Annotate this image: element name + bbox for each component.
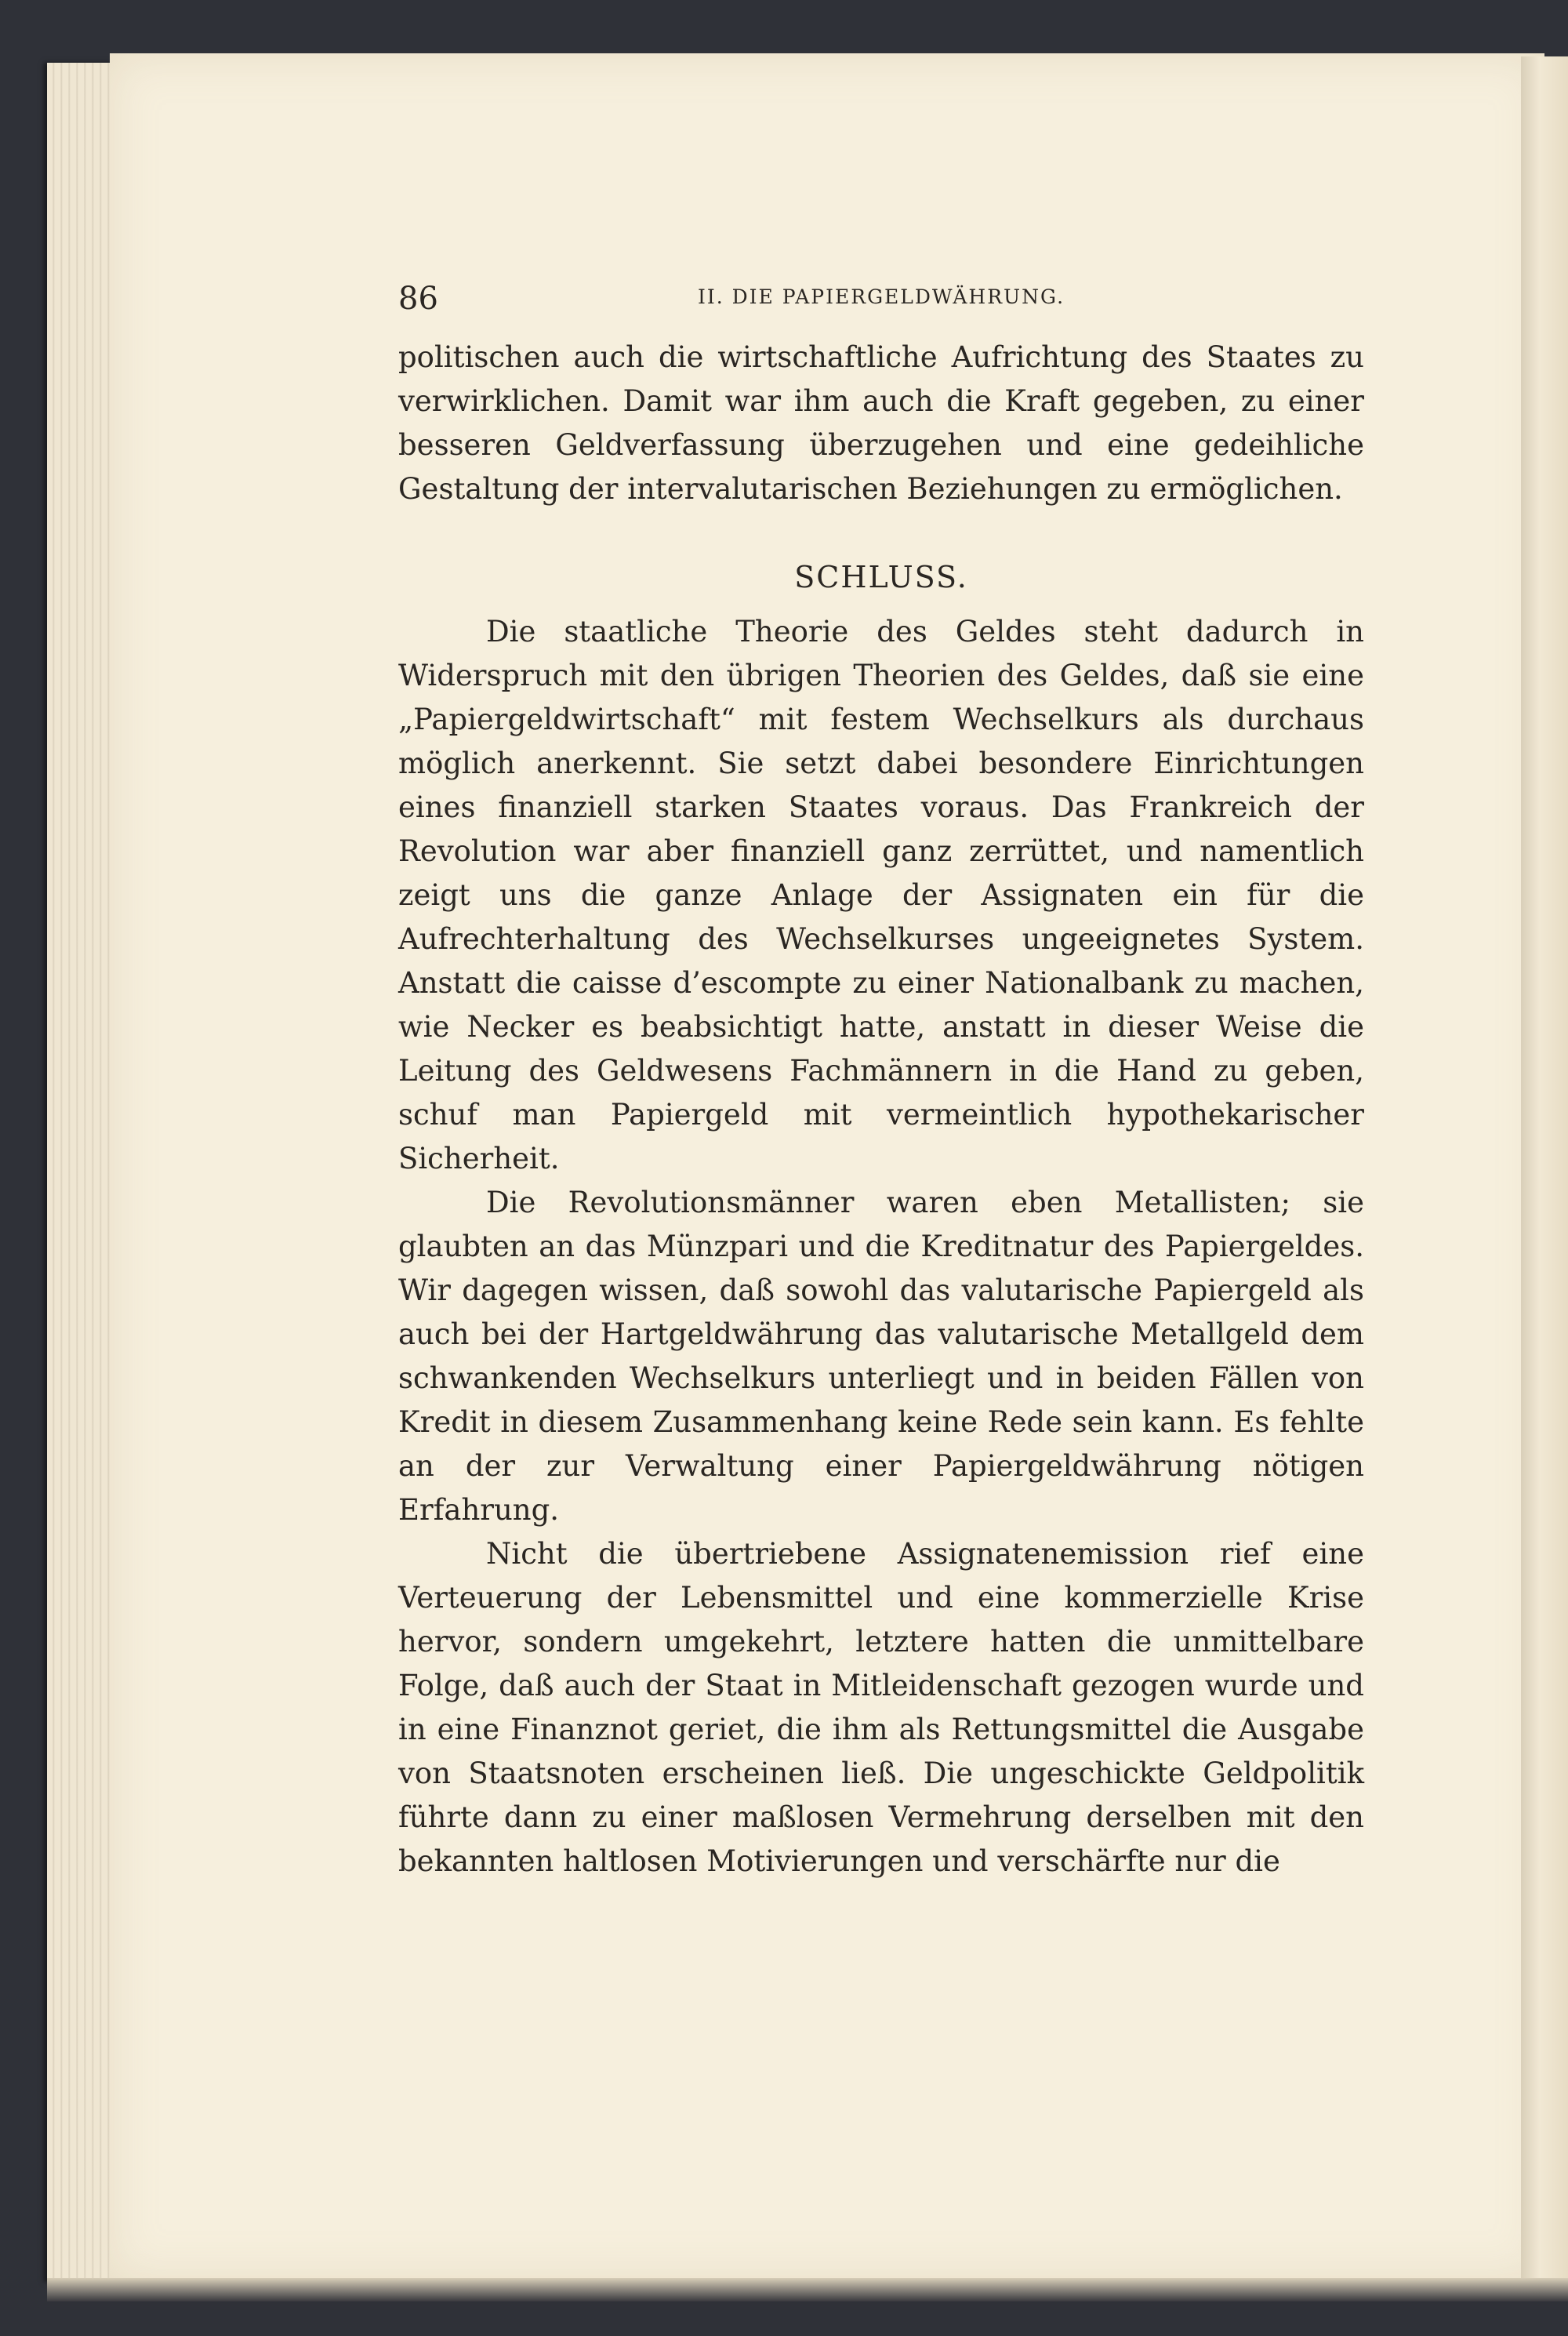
paragraph-1: Die staatliche Theorie des Geldes steht dadurch in Widerspruch mit den übrigen Theorien des Geldes, daß sie eine „Papiergeldwirtschaft“ mit festem Wechselkurs als durchaus möglich anerkennt. Sie setzt dabei besondere Einrichtungen eines finanziell starken Staates voraus. Das Frankreich der Revolution war aber finanziell ganz zerrüttet, und namentlich zeigt uns die ganze Anlage der Assignaten ein für die Aufrechterhaltung des Wechselkurses ungeeignetes System. Anstatt die caisse d’escompte zu einer Nationalbank zu machen, wie Necker es beabsichtigt hatte, anstatt in dieser Weise die Leitung des Geldwesens Fachmännern in die Hand zu geben, schuf man Papiergeld mit vermeintlich hypothekarischer Sicherheit.: [398, 615, 1364, 1175]
page-number: 86: [398, 281, 438, 317]
running-head: II. DIE PAPIERGELDWÄHRUNG.: [697, 285, 1065, 308]
paragraph-2: Die Revolutionsmänner waren eben Metallisten; sie glaubten an das Münzpari und die Kreditnatur des Papiergeldes. Wir dagegen wissen, daß sowohl das valutarische Papiergeld als auch bei der Hartgeldwährung das valutarische Metallgeld dem schwankenden Wechselkurs unterliegt und in beiden Fällen von Kredit in diesem Zusammenhang keine Rede sein kann. Es fehlte an der zur Verwaltung einer Papiergeldwährung nötigen Erfahrung.: [398, 1186, 1364, 1527]
paragraph-continued: politischen auch die wirtschaftliche Aufrichtung des Staates zu verwirklichen. Damit war ihm auch die Kraft gegeben, zu einer besseren Geldverfassung überzugehen und eine gedeihliche Gestaltung der intervalutarischen Beziehungen zu ermöglichen.: [398, 340, 1364, 506]
page-text-block: [398, 281, 1364, 1884]
page-header: [398, 281, 1364, 336]
book-bottom-edge: [47, 2278, 1568, 2301]
facing-page-edge: [1521, 56, 1568, 2283]
section-title: SCHLUSS.: [794, 560, 968, 594]
paragraph-3: Nicht die übertriebene Assignatenemission rief eine Verteuerung der Lebensmittel und eine kommerzielle Krise hervor, sondern umgekehrt, letztere hatten die unmittelbare Folge, daß auch der Staat in Mitleidenschaft gezogen wurde und in eine Finanznot geriet, die ihm als Rettungsmittel die Ausgabe von Staatsnoten erscheinen ließ. Die ungeschickte Geldpolitik führte dann zu einer maßlosen Vermehrung derselben mit den bekannten haltlosen Motivierungen und verschärfte nur die: [398, 1537, 1364, 1878]
